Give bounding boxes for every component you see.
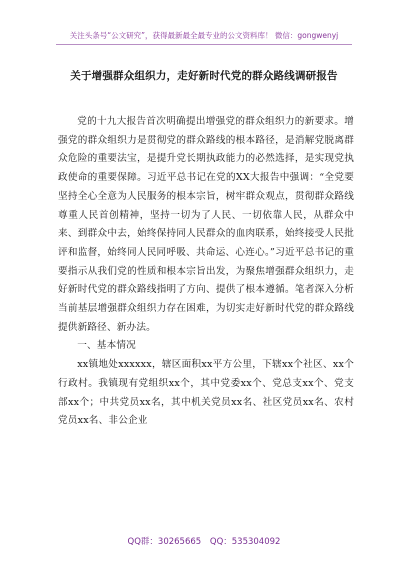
document-body: [58, 113, 354, 431]
header-divider: [56, 44, 352, 45]
header-banner: 关注头条号“公文研究”，获得最新最全最专业的公文资料库！ 微信：gongwenyj: [69, 31, 339, 40]
intro-paragraph: 党的十九大报告首次明确提出增强党的群众组织力的新要求。增强党的群众组织力是贯彻党的群众路线的根本路径，是消解党脱离群众危险的重要法宝，是提升党长期执政能力的必然选择，是实现党执政使命的重要保障。习近平总书记在党的XX大报告中强调：“全党要坚持全心全意为人民服务的根本宗旨，树牢群众观点，贯彻群众路线尊重人民首创精神，坚持一切为了人民、一切依靠人民，从群众中来、到群众中去，始终保持同人民群众的血肉联系，始终接受人民批评和监督，始终同人民同呼吸、共命运、心连心。”习近平总书记的重要指示从我们党的性质和根本宗旨出发，为聚焦增强群众组织力，走好新时代党的群众路线指明了方向、提供了根本遵循。笔者深入分析当前基层增强群众组织力存在困难，为切实走好新时代党的群众路线提供新路径、新办法。: [58, 116, 354, 333]
footer-contact: [0, 535, 408, 547]
document-title: 关于增强群众组织力，走好新时代党的群众路线调研报告: [70, 70, 338, 82]
qq-number-label: QQ：535304092: [209, 537, 281, 547]
section-heading-basic-info: 一、基本情况: [77, 340, 136, 352]
qq-group-label: QQ群：30265665: [127, 537, 202, 547]
basic-info-paragraph: xx镇地处xxxxxx，辖区面积xx平方公里，下辖xx个社区、xx个行政村。我镇现有党组织xx个，其中党委xx个、党总支xx个、党支部xx个；中共党员xx名，其中机关党员xx名、社区党员xx名、农村党员xx名、非公企业: [58, 359, 354, 427]
